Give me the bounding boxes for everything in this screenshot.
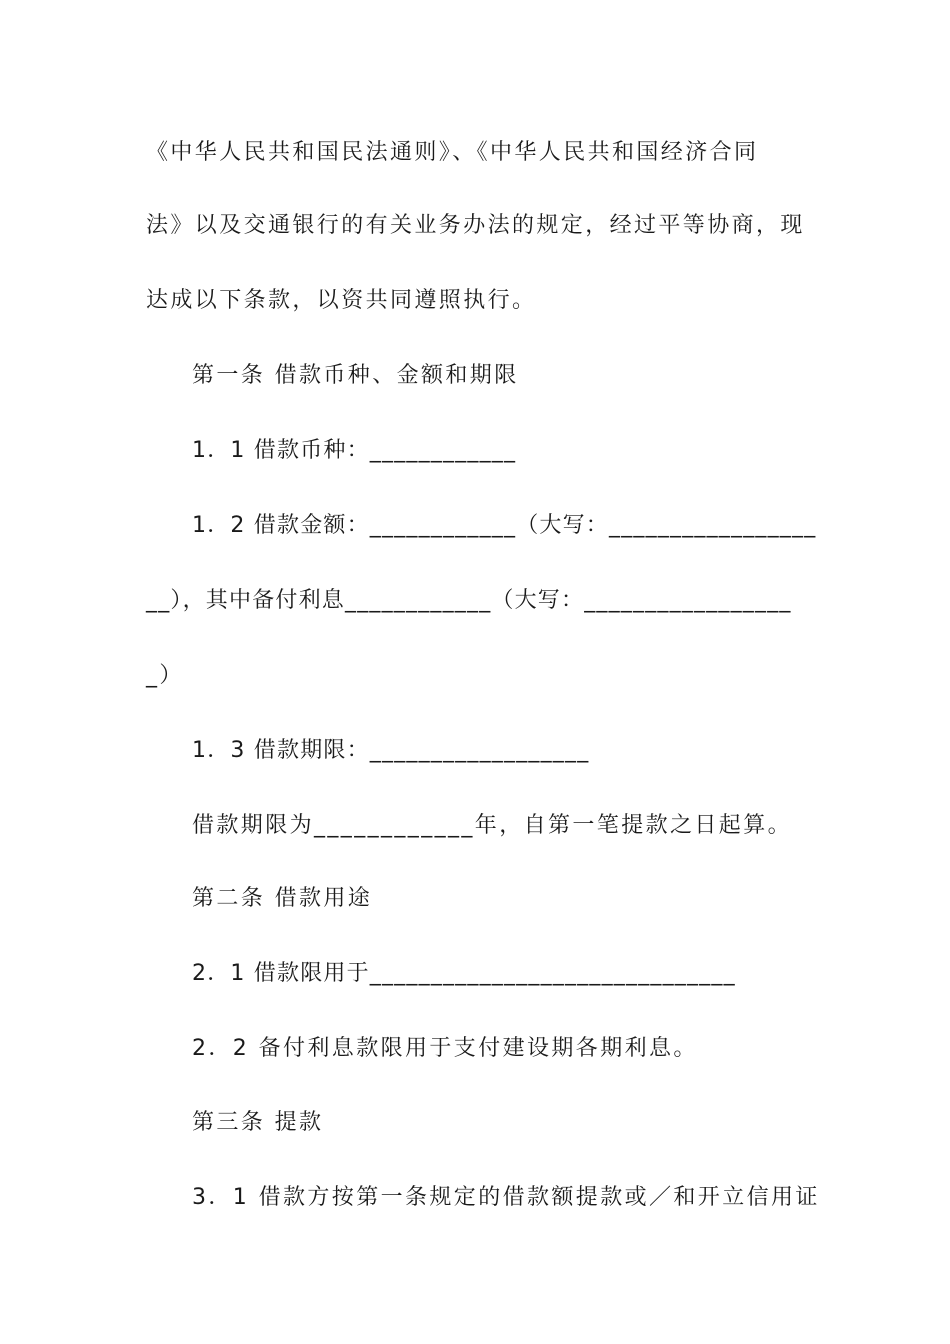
article-1-heading: 第一条 借款币种、金额和期限 (192, 363, 519, 388)
paragraph-line-2: 法》以及交通银行的有关业务办法的规定，经过平等协商，现 (146, 213, 805, 238)
clause-1-2-amount: 1．2 借款金额：____________（大写：_________________ (192, 513, 817, 538)
clause-2-2-interest-use: 2．2 备付利息款限用于支付建设期各期利息。 (192, 1036, 698, 1061)
clause-1-2-end: _） (146, 663, 184, 688)
paragraph-line-3: 达成以下条款，以资共同遵照执行。 (146, 288, 537, 313)
term-description: 借款期限为____________年，自第一笔提款之日起算。 (192, 813, 793, 838)
clause-1-2-interest: __），其中备付利息____________（大写：_________________ (146, 588, 792, 613)
clause-1-3-term: 1．3 借款期限：__________________ (192, 738, 590, 763)
paragraph-line-1: 《中华人民共和国民法通则》、《中华人民共和国经济合同 (146, 140, 759, 165)
article-3-heading: 第三条 提款 (192, 1110, 324, 1135)
clause-1-1-currency: 1．1 借款币种：____________ (192, 438, 517, 463)
clause-2-1-purpose: 2．1 借款限用于______________________________ (192, 961, 736, 986)
article-2-heading: 第二条 借款用途 (192, 886, 373, 911)
clause-3-1-drawdown: 3．1 借款方按第一条规定的借款额提款或／和开立信用证 (192, 1185, 820, 1210)
